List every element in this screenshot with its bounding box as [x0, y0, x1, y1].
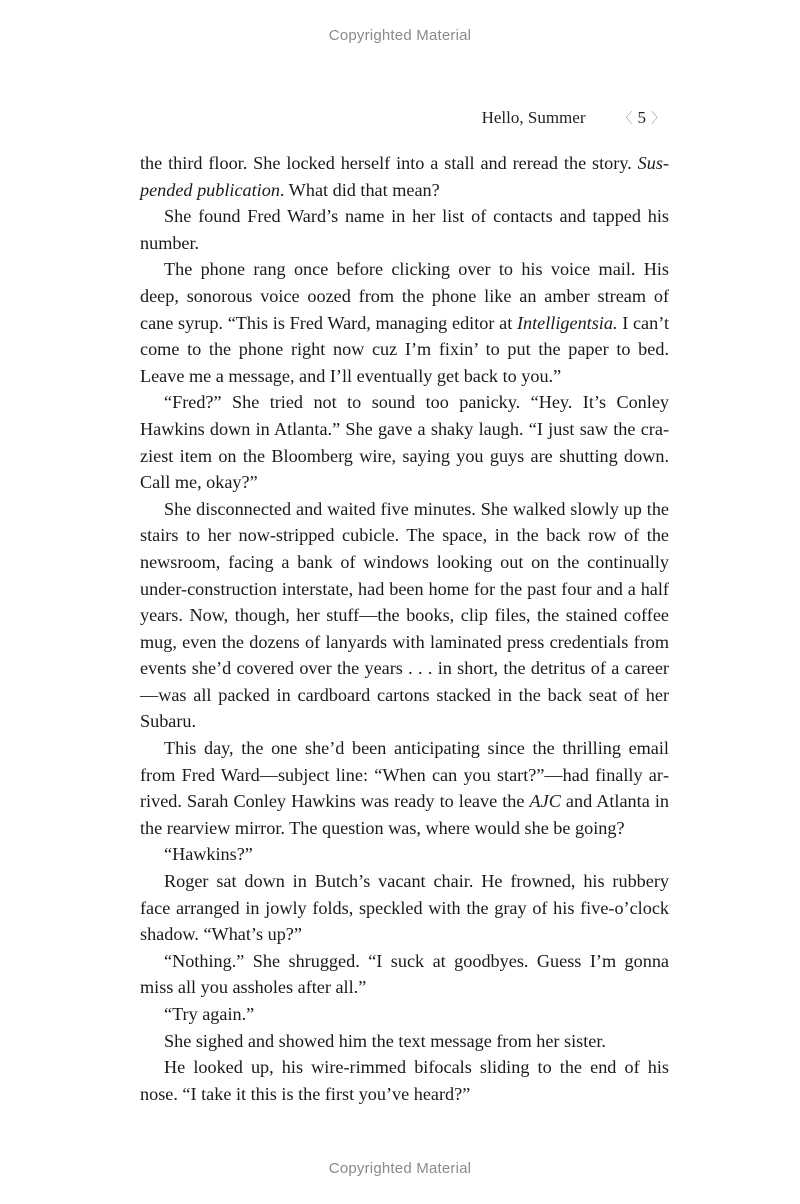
paragraph-text: She found Fred Ward’s name in her list of contacts and tapped his number. — [140, 206, 669, 253]
copyright-watermark-top: Copyrighted Material — [328, 27, 472, 44]
paragraph-text: Roger sat down in Butch’s vacant chair. He frowned, his rubbery face arranged in jowly folds, speckled with the gray of his five-o’clock shadow. “What’s up?” — [140, 871, 669, 945]
paragraph-text: The phone rang once before clicking over to his voice mail. His deep, sonorous voice oozed from the phone like an amber stream of cane syrup. “This is Fred Ward, managing editor at — [140, 259, 669, 333]
running-head-title: Hello, Summer — [481, 108, 586, 127]
paragraph — [140, 735, 669, 841]
paragraph-text: “Fred?” She tried not to sound too panicky. “Hey. It’s Conley Hawkins down in Atlanta.” She gave a shaky laugh. “I just saw the craziest item on the Bloomberg wire, saying you guys are shutting down. Call me, okay?” — [140, 392, 669, 493]
running-head — [482, 108, 670, 128]
paragraph — [140, 496, 669, 735]
paragraph — [140, 389, 669, 495]
copyright-watermark-bottom: Copyrighted Material — [328, 1160, 472, 1177]
italic-text: AJC — [529, 791, 561, 812]
page-number-bracket-right: 〉 — [651, 112, 665, 127]
paragraph — [140, 203, 669, 256]
page-number: 5 — [637, 108, 646, 127]
paragraph — [140, 841, 669, 868]
italic-text: Intelligentsia. — [516, 312, 618, 333]
paragraph-text: “Try again.” — [164, 1004, 255, 1024]
paragraph — [140, 1054, 669, 1107]
paragraph-text: “Nothing.” She shrugged. “I suck at goodbyes. Guess I’m gonna miss all you assholes after all.” — [140, 950, 669, 998]
paragraph — [140, 948, 669, 1001]
paragraph — [140, 1001, 669, 1028]
paragraph-text: I can’t come to the phone right now cuz I’m fixin’ to put the paper to bed. Leave me a message, and I’ll eventually get back to you.” — [140, 312, 669, 386]
paragraph-text: He looked up, his wire-rimmed bifocals sliding to the end of his nose. “I take it this is the first you’ve heard?” — [140, 1057, 669, 1104]
paragraph-text: This day, the one she’d been anticipating since the thrilling email from Fred Ward—subject line: “When can you start?”—had finally arrived. Sarah Conley Hawkins was ready to leave the — [140, 738, 669, 812]
paragraph — [140, 256, 669, 389]
paragraph-text: the third floor. She locked herself into a stall and reread the story. — [140, 153, 638, 173]
italic-text: Suspended publication — [140, 153, 669, 200]
paragraph-text: “Hawkins?” — [164, 844, 253, 865]
paragraph-text: She sighed and showed him the text message from her sister. — [164, 1030, 606, 1051]
paragraph-text: She disconnected and waited five minutes. She walked slowly up the stairs to her now-stripped cubicle. The space, in the back row of the newsroom, facing a bank of windows looking out on the continually under-construction interstate, had been home for the past four and a half years. Now, though, her stuff—the books, clip files, the stained coffee mug, even the dozens of lanyards with laminated press credentials from events she’d covered over the years . . . in short, the detritus of a career—was all packed in cardboard cartons stacked in the back seat of her Subaru. — [140, 498, 669, 732]
paragraph-text: and Atlanta in the rearview mirror. The question was, where would she be going? — [140, 791, 669, 838]
page-number-bracket-left: 〈 — [618, 112, 633, 127]
paragraph-text: . What did that mean? — [279, 179, 440, 200]
page-body-text — [140, 150, 669, 1107]
paragraph — [140, 150, 669, 203]
paragraph — [140, 1028, 669, 1055]
paragraph — [140, 868, 669, 948]
